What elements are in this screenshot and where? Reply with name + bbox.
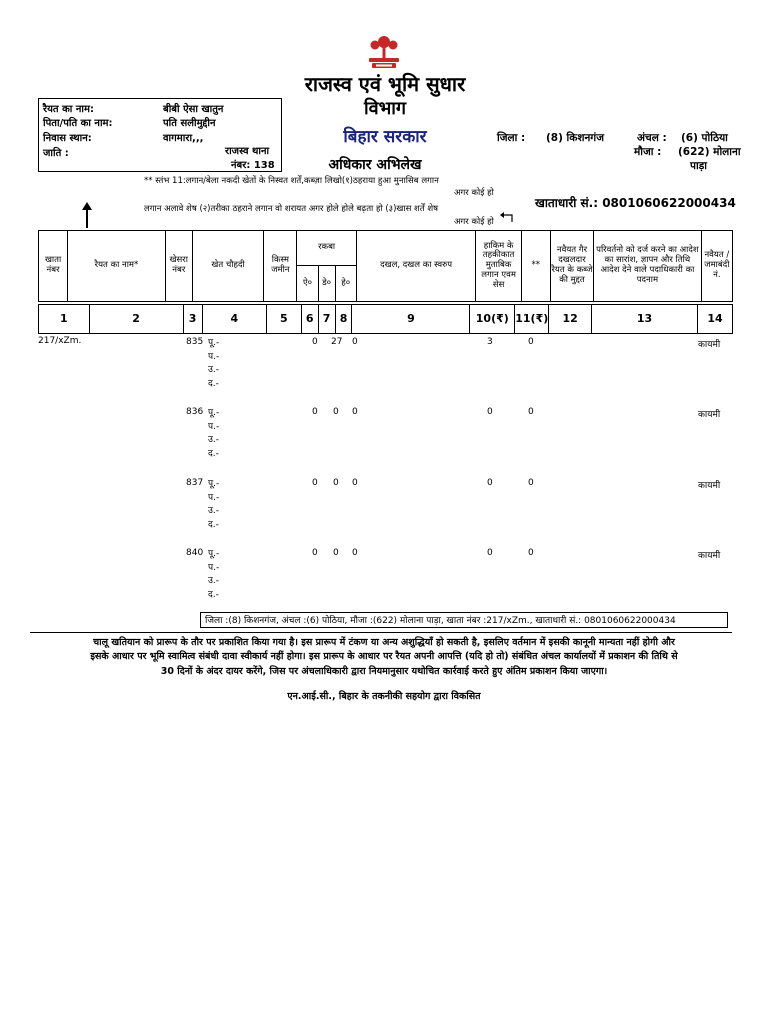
plot-boundary: पू.- प.- उ.- द.-	[208, 549, 220, 600]
col-khesra-no: खेसरा नंबर	[165, 231, 192, 302]
plot-status: कायमी	[698, 551, 721, 561]
father-name-value: पति सलीमुद्दीन	[163, 118, 216, 129]
plot-rent: 0	[487, 548, 493, 558]
disclaimer	[30, 636, 738, 679]
colnum-6: 6	[301, 305, 318, 334]
plot-acre: 0	[312, 337, 318, 347]
col-jamabandi: नवैयत / जमाबंदी नं.	[701, 231, 732, 302]
colnum-11: 11(₹)	[515, 305, 549, 334]
col-conditions: **	[521, 231, 550, 302]
plot-khesra: 840	[186, 548, 204, 558]
plot-rent: 0	[487, 478, 493, 488]
col-owner-name: रैयत का नाम*	[68, 231, 166, 302]
circle-label: अंचल :	[637, 132, 667, 144]
thana-label: राजस्व थाना	[225, 146, 270, 157]
plot-rent: 3	[487, 337, 493, 347]
mauza-value-cont: पाड़ा	[690, 160, 708, 172]
plot-hectare: 0	[352, 337, 358, 347]
disclaimer-line2: इसके आधार पर भूमि स्वामित्व संबंधी दावा स्वीकार्य नहीं होगा। इस प्रारूप के आधार पर रैयत अपनी आपत्ति (यदि हो तो) संबंधित अंचल कार्यालयों में प्रकाशन की तिथि से	[90, 651, 678, 663]
government-name: बिहार सरकार	[343, 127, 427, 147]
column-number-row	[38, 304, 733, 334]
col-possession: दखल, दखल का स्वरुप	[356, 231, 476, 302]
plot-status: कायमी	[698, 340, 721, 350]
plot-acre: 0	[312, 478, 318, 488]
plot-rent: 0	[487, 407, 493, 417]
colnum-13: 13	[591, 305, 697, 334]
plot-boundary: पू.- प.- उ.- द.-	[208, 408, 220, 459]
arrow-left-icon	[500, 210, 514, 224]
plot-decimal: 27	[331, 337, 343, 347]
plot-hectare: 0	[352, 407, 358, 417]
department-title-line2: विभाग	[363, 98, 407, 119]
col-acre: ऐ०	[297, 266, 318, 302]
note-line2b: अगर कोई हो	[454, 217, 494, 227]
mauza-value: (622) मोलाना	[678, 146, 741, 158]
plot-acre: 0	[312, 407, 318, 417]
divider	[30, 632, 732, 633]
record-header-table	[38, 230, 733, 302]
record-title: अधिकार अभिलेख	[328, 157, 422, 173]
plot-status: कायमी	[698, 410, 721, 420]
colnum-5: 5	[267, 305, 302, 334]
plot-hectare: 0	[352, 548, 358, 558]
note-line1b: अगर कोई हो	[454, 188, 494, 198]
arrow-up-icon	[80, 202, 94, 228]
col-hectare: हे०	[335, 266, 356, 302]
col-rent-cess: हाकिम के तहकीकात मुताबिक लगान एवम सेस	[476, 231, 521, 302]
col-area: रकबा	[297, 231, 356, 266]
col-order-summary: परिवर्तनो को दर्ज करने का आदेश का सारांश, ज्ञापन और तिथि आदेश देने वाले पदाधिकारी का पदनाम	[594, 231, 702, 302]
owner-name-value: बीबी ऐसा खातुन	[163, 104, 224, 115]
plot-hectare: 0	[352, 478, 358, 488]
district-value: (8) किशनगंज	[546, 132, 605, 144]
colnum-7: 7	[318, 305, 335, 334]
col-boundary: खेत चौहदी	[192, 231, 263, 302]
owner-info-box	[38, 98, 282, 172]
colnum-10: 10(₹)	[470, 305, 515, 334]
note-line1: ** स्तंभ 11:लगान/बेला नकदी खेतों के निस्वत शर्तें,कब्ज़ा लिखो(१)ठहराया हुआ मुनासिब लगान	[144, 176, 439, 186]
colnum-2: 2	[89, 305, 183, 334]
residence-label: निवास स्थान:	[43, 133, 92, 144]
nic-credit: एन.आई.सी., बिहार के तकनीकी सहयोग द्वारा विकसित	[287, 691, 481, 702]
plot-cess: 0	[528, 337, 534, 347]
colnum-9: 9	[352, 305, 470, 334]
plot-acre: 0	[312, 548, 318, 558]
thana-number: नंबर: 138	[231, 160, 275, 171]
caste-label: जाति :	[43, 148, 69, 159]
plot-cess: 0	[528, 407, 534, 417]
circle-value: (6) पोठिया	[681, 132, 728, 144]
plot-boundary: पू.- प.- उ.- द.-	[208, 479, 220, 530]
colnum-1: 1	[39, 305, 90, 334]
department-title: राजस्व एवं भूमि सुधार	[304, 72, 466, 96]
disclaimer-line1: चालू खतियान को प्रारूप के तौर पर प्रकाशित किया गया है। इस प्रारूप में टंकण या अन्य अशुद्धियाँ हो सकती है, इसलिए वर्तमान में इसकी कानूनी मान्यता नहीं होगी और	[93, 637, 675, 648]
plot-decimal: 0	[333, 548, 339, 558]
colnum-3: 3	[183, 305, 202, 334]
disclaimer-line3: 30 दिनों के अंदर दायर करेंगे, जिस पर अंचलाधिकारी द्वारा नियमानुसार यथोचित कार्रवाई करते हुए अंतिम प्रकाशन किया जाएगा।	[160, 665, 608, 677]
colnum-14: 14	[698, 305, 733, 334]
khata-number-value: 217/xZm.	[38, 336, 82, 346]
bihar-emblem-logo	[362, 34, 406, 70]
col-khata-no: खाता नंबर	[39, 231, 68, 302]
plot-status: कायमी	[698, 481, 721, 491]
plot-khesra: 837	[186, 478, 204, 488]
plot-khesra: 836	[186, 407, 204, 417]
plot-cess: 0	[528, 548, 534, 558]
colnum-8: 8	[335, 305, 352, 334]
residence-value: वागमारा,,,	[163, 133, 204, 144]
colnum-4: 4	[202, 305, 266, 334]
plot-decimal: 0	[333, 407, 339, 417]
father-name-label: पिता/पति का नाम:	[43, 118, 113, 129]
plot-boundary: पू.- प.- उ.- द.-	[208, 338, 220, 389]
colnum-12: 12	[549, 305, 592, 334]
owner-name-label: रैयत का नाम:	[43, 104, 94, 115]
col-decimal: डे०	[318, 266, 335, 302]
plot-decimal: 0	[333, 478, 339, 488]
mauza-label: मौजा :	[634, 146, 662, 158]
district-label: जिला :	[497, 132, 526, 144]
col-land-type: किस्म जमीन	[264, 231, 297, 302]
khata-holder-number: खाताधारी सं.: 0801060622000434	[535, 196, 736, 210]
note-line2: लगान अलावे शेष (२)तरीका ठहराने लगान वो शरायत अगर होले होले बढ़ता हो (३)खास शर्तें शेष	[144, 204, 439, 214]
plot-cess: 0	[528, 478, 534, 488]
col-non-occupancy: नवैयत गैर दखलदार रैयत के कब्जे की मुद्दत	[550, 231, 593, 302]
record-summary-box: जिला :(8) किशनगंज, अंचल :(6) पोठिया, मौजा :(622) मोलाना पाड़ा, खाता नंबर :217/xZm., खाताधारी सं.: 0801060622000434	[200, 612, 728, 628]
plot-khesra: 835	[186, 337, 204, 347]
